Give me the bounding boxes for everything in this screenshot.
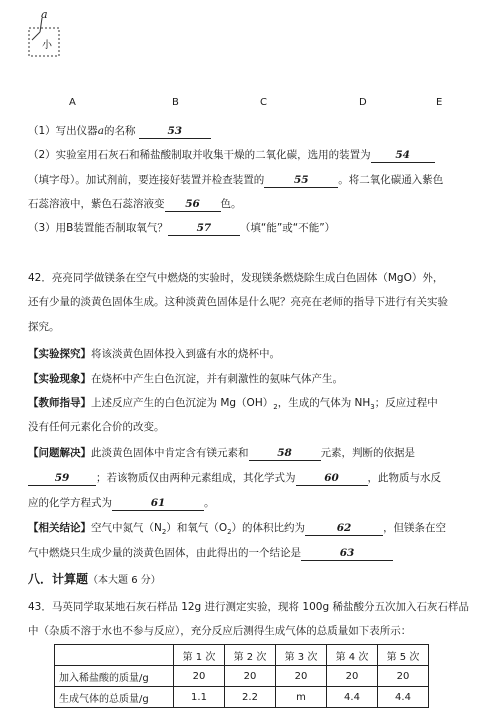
answer-blank-55[interactable]: 55 <box>264 173 338 188</box>
section-heading: 八．计算题（本大题 6 分） <box>28 572 161 586</box>
q42-problem-cont: 59 ；若该物质仅由两种元素组成，其化学式为 60 ，此物质与水反 <box>28 471 441 486</box>
q42-problem: 【问题解决】此淡黄色固体中肯定含有镁元素和 58 元素，判断的依据是 <box>28 447 415 459</box>
q42-problem-cont2: 应的化学方程式为 61 。 <box>28 497 215 509</box>
answer-blank-53[interactable]: 53 <box>139 124 211 139</box>
table-header-row: 第 1 次 第 2 次 第 3 次 第 4 次 第 5 次 <box>55 645 429 666</box>
q41-line1: （1）写出仪器a的名称 53 <box>28 124 211 139</box>
label-b: B <box>172 97 179 108</box>
answer-blank-58[interactable]: 58 <box>249 446 321 461</box>
table-row: 加入稀盐酸的质量/g 20 20 20 20 20 <box>55 666 429 687</box>
q41-line5: （3）用B装置能否制取氧气？ 57 （填“能”或“不能”） <box>28 222 336 234</box>
q42-para1: 42．亮亮同学做镁条在空气中燃烧的实验时，发现镁条燃烧除生成白色固体（MgO）外， <box>28 272 444 284</box>
label-a: A <box>69 97 76 108</box>
q42-conclusion: 【相关结论】空气中氮气$(N_2)$和氧气$(O_2)$的体积比约为 62 ，但镁条在空 <box>28 522 447 537</box>
figure-label-a: a <box>41 8 48 21</box>
label-e: E <box>436 97 443 108</box>
answer-blank-63[interactable]: 63 <box>301 546 393 561</box>
answer-blank-62[interactable]: 62 <box>305 521 383 536</box>
answer-blank-57[interactable]: 57 <box>168 221 240 236</box>
figure-label-small: 小 <box>42 40 52 51</box>
q41-line3: （填字母）。加试剂前，要连接好装置并检查装置的 55 。将二氧化碳通入紫色 <box>28 174 444 186</box>
apparatus-figure <box>26 8 66 60</box>
q41-line2: （2）实验室用石灰石和稀盐酸制取并收集干燥的二氧化碳，选用的装置为 54 <box>28 148 435 163</box>
q42-para2: 还有少量的淡黄色固体生成。这种淡黄色固体是什么呢？亮亮在老师的指导下进行有关实验 <box>28 296 448 308</box>
answer-blank-59[interactable]: 59 <box>28 471 96 486</box>
label-c: C <box>260 97 267 108</box>
answer-blank-60[interactable]: 60 <box>296 471 368 486</box>
q43-para2: 中（杂质不溶于水也不参与反应），充分反应后测得生成气体的总质量如下表所示： <box>28 625 412 637</box>
table-row: 生成气体的总质量/g 1.1 2.2 m 4.4 4.4 <box>55 687 429 708</box>
answer-blank-61[interactable]: 61 <box>112 496 204 511</box>
answer-blank-56[interactable]: 56 <box>165 197 221 212</box>
q43-para1: 43．马英同学取某地石灰石样品 12g 进行测定实验，现将 100g 稀盐酸分五次加入石灰石样品 <box>28 601 469 613</box>
q42-experiment: 【实验探究】将该淡黄色固体投入到盛有水的烧杯中。 <box>28 348 280 360</box>
q42-teacher-guide: 【教师指导】上述反应产生的白色沉淀为 $Mg(OH)_2$，生成的气体为 $NH_3$；反应过程中 <box>28 397 438 412</box>
q42-phenomenon: 【实验现象】在烧杯中产生白色沉淀，并有刺激性的氨味气体产生。 <box>28 373 343 385</box>
q42-teacher-guide-cont: 没有任何元素化合价的改变。 <box>28 421 165 433</box>
result-table <box>54 644 429 708</box>
q41-line4: 石蕊溶液中，紫色石蕊溶液变 56 色。 <box>28 198 242 210</box>
label-d: D <box>359 97 367 108</box>
q42-conclusion-cont: 气中燃烧只生成少量的淡黄色固体，由此得出的一个结论是 63 <box>28 546 393 561</box>
q42-para3: 探究。 <box>28 321 60 333</box>
answer-blank-54[interactable]: 54 <box>371 148 435 163</box>
